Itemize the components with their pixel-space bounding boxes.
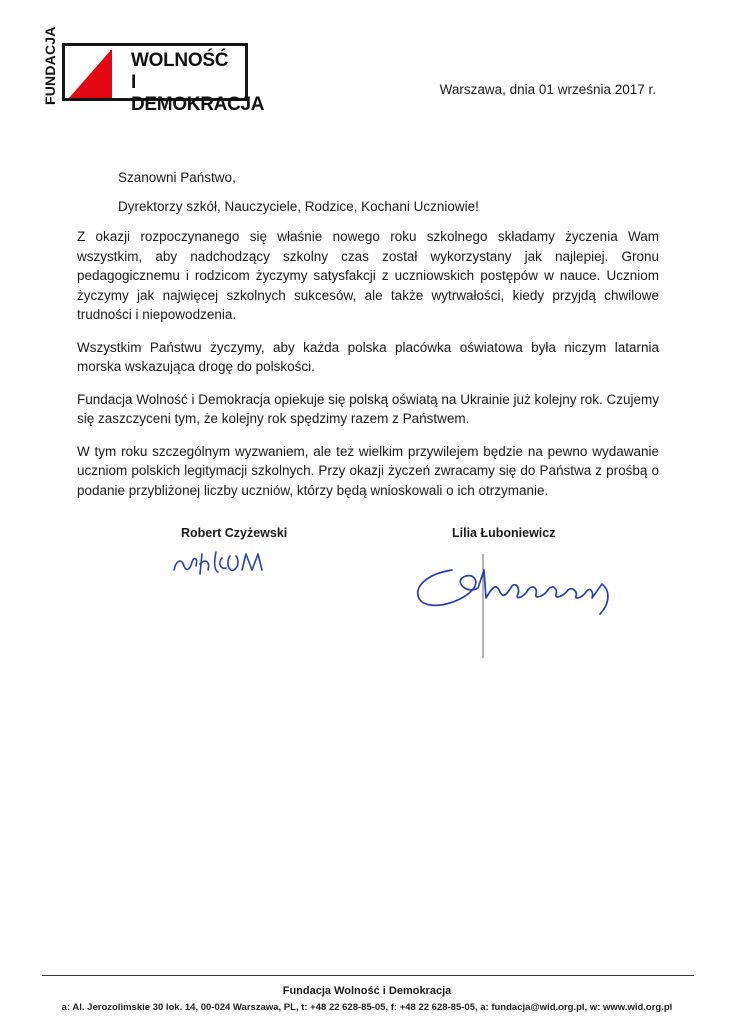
body-paragraph: Z okazji rozpoczynanego się właśnie nowego roku szkolnego składamy życzenia Wam wszystkim, aby nadchodzący szkolny czas został wykorzystany jak najlepiej. Gronu pedagogicznemu i rodzicom życzymy satysfakcji z uczniowskich postępów w nauce. Uczniom życzymy jak najwięcej szkolnych sukcesów, ale także wytrwałości, kiedy przyjdą chwilowe trudności i niepowodzenia. (77, 229, 659, 322)
salutation: Szanowni Państwo, (118, 170, 236, 185)
signatory-name-left: Robert Czyżewski (181, 526, 288, 540)
body-paragraph: W tym roku szczególnym wyzwaniem, ale też wielkim przywilejem będzie na pewno wydawanie uczniom polskich legitymacji szkolnych. Przy okazji życzeń zwracamy się do Państwa z prośbą o podanie przybliżonej liczby uczniów, którzy będą wnioskowali o ich otrzymanie. (77, 443, 659, 498)
footer-contact: a: Al. Jerozolimskie 30 lok. 14, 00-024 Warszawa, PL, t: +48 22 628-85-05, f: +48 22 628-85-05, a: fundacja@wid.org.pl, w: www.wid.org.pl (61, 1002, 673, 1013)
logo-frame (62, 43, 265, 115)
logo-vertical-wordmark (40, 26, 60, 105)
letter-body (77, 227, 659, 513)
foundation-logo (40, 26, 265, 115)
logo-line-1: WOLNOŚĆ (131, 50, 229, 71)
letter-date: Warszawa, dnia 01 września 2017 r. (439, 82, 656, 97)
body-paragraph: Fundacja Wolność i Demokracja opiekuje się polską oświatą na Ukrainie już kolejny rok. Czujemy się zaszczyceni tym, że kolejny rok spędzimy razem z Państwem. (77, 391, 660, 426)
footer-divider (42, 975, 694, 976)
handwritten-signature-right (408, 548, 623, 660)
addressees: Dyrektorzy szkół, Nauczyciele, Rodzice, Kochani Uczniowie! (118, 199, 479, 214)
logo-vertical-text: FUNDACJA (42, 26, 58, 105)
body-paragraph: Wszystkim Państwu życzymy, aby każda polska placówka oświatowa była niczym latarnia morska wskazująca drogę do polskości. (77, 339, 659, 374)
logo-wordmark (131, 50, 264, 116)
red-flag-icon (67, 48, 125, 100)
signatory-name-right: Lilia Łuboniewicz (452, 526, 556, 540)
footer-title: Fundacja Wolność i Demokracja (282, 985, 452, 997)
handwritten-signature-left (170, 540, 300, 580)
logo-line-2: I DEMOKRACJA (131, 72, 265, 115)
